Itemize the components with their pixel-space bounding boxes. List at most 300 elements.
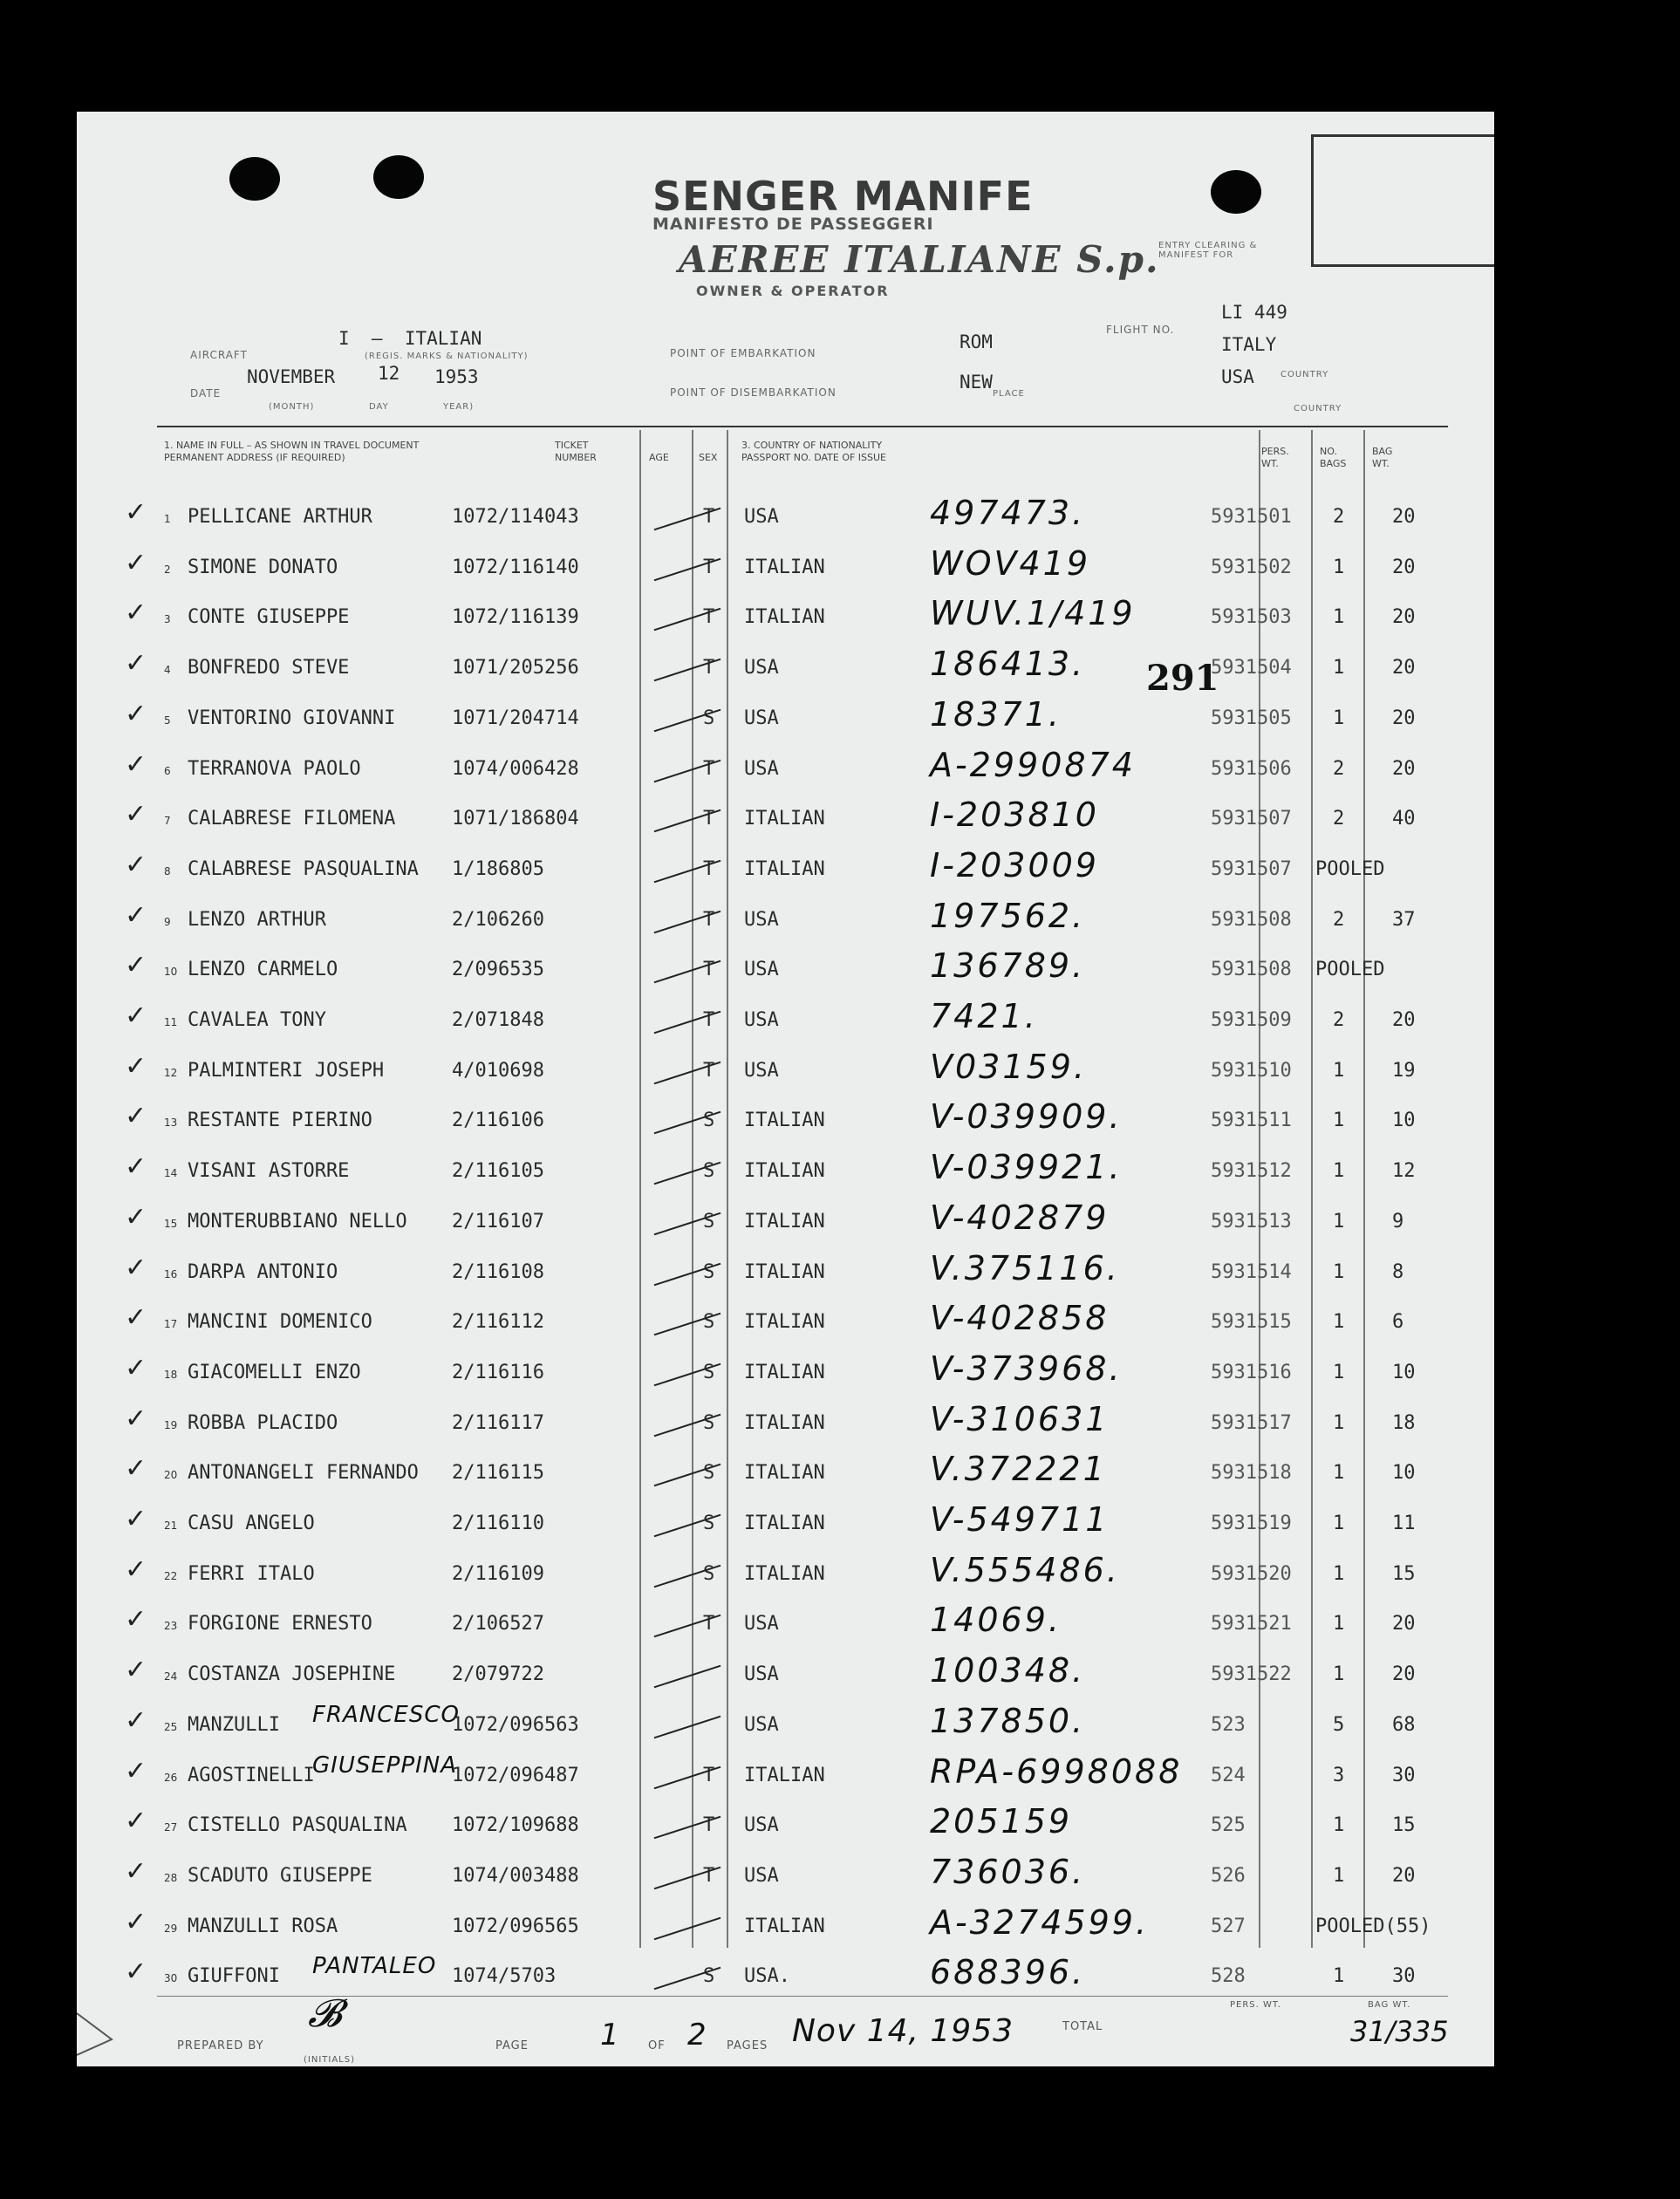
nationality: ITALIAN — [744, 1915, 825, 1937]
ticket-number: 1071/205256 — [452, 657, 579, 680]
baggage-tag: 5931505 — [1211, 707, 1292, 729]
ticket-number: 2/116107 — [452, 1210, 544, 1233]
ticket-number: 1074/006428 — [452, 757, 579, 780]
nationality: USA — [744, 1059, 779, 1082]
row-number: 3 — [164, 613, 171, 626]
bag-count: 1 — [1333, 1260, 1345, 1283]
col-pers-wt-header — [1261, 446, 1289, 470]
bag-count: 1 — [1333, 1613, 1345, 1636]
col-address-label: PERMANENT ADDRESS (IF REQUIRED) — [164, 452, 345, 463]
punch-hole — [373, 155, 424, 199]
row-number: 17 — [164, 1318, 178, 1331]
nationality: USA — [744, 1663, 779, 1686]
ticket-number: 2/116110 — [452, 1513, 544, 1534]
row-number: 29 — [164, 1922, 178, 1935]
bag-count: 1 — [1333, 1110, 1345, 1132]
passport-number: 14069. — [930, 1601, 1062, 1640]
passport-number: 197562. — [930, 896, 1086, 935]
table-row — [77, 694, 1494, 742]
passport-number: 736036. — [930, 1852, 1086, 1891]
checkmark-icon: ✓ — [125, 1151, 147, 1183]
nationality: USA — [744, 959, 779, 981]
col-pers-wt-label: WT. — [1261, 458, 1279, 469]
date-caption-day: DAY — [369, 402, 389, 412]
row-number: 23 — [164, 1620, 178, 1633]
checkmark-icon: ✓ — [125, 1504, 147, 1534]
baggage-tag: 5931515 — [1211, 1311, 1292, 1334]
passport-number: 136789. — [930, 946, 1086, 986]
table-row — [77, 997, 1494, 1044]
ticket-number: 1074/5703 — [452, 1965, 557, 1988]
nationality: USA — [744, 657, 779, 680]
ticket-number: 2/096535 — [452, 959, 544, 981]
row-number: 24 — [164, 1670, 178, 1683]
passenger-name: GIUFFONI — [188, 1965, 280, 1988]
row-number: 4 — [164, 664, 171, 677]
bag-weight: 11 — [1392, 1513, 1416, 1534]
bag-count: 1 — [1333, 1462, 1345, 1485]
sex-code: S — [703, 1160, 715, 1183]
corner-mark-icon — [77, 2004, 129, 2057]
bag-weight: 19 — [1392, 1059, 1416, 1082]
stamp-number: 291 — [1146, 658, 1219, 699]
baggage-tag: 5931520 — [1211, 1562, 1292, 1585]
sex-code: S — [703, 1562, 715, 1585]
bag-count: POOLED(55) — [1315, 1915, 1431, 1937]
table-row — [77, 645, 1494, 692]
baggage-tag: 5931521 — [1211, 1613, 1292, 1636]
bag-weight: 20 — [1392, 1864, 1416, 1887]
baggage-tag: 5931503 — [1211, 606, 1292, 629]
baggage-tag: 528 — [1211, 1965, 1246, 1988]
table-row — [77, 1450, 1494, 1497]
ticket-number: 1072/116139 — [452, 606, 579, 629]
col-sex-header: SEX — [699, 452, 718, 463]
punch-hole — [229, 157, 280, 201]
bag-weight: 8 — [1392, 1260, 1404, 1283]
row-number: 8 — [164, 864, 171, 878]
nationality: USA — [744, 908, 779, 931]
baggage-tag: 5931519 — [1211, 1513, 1292, 1534]
bag-count: 1 — [1333, 1059, 1345, 1082]
tally-mark — [654, 1665, 721, 1689]
nationality: USA — [744, 1613, 779, 1636]
baggage-tag: 5931510 — [1211, 1059, 1292, 1082]
table-row — [77, 1148, 1494, 1195]
manifest-sheet — [77, 112, 1494, 2066]
bag-count: 1 — [1333, 1411, 1345, 1434]
baggage-tag: 5931508 — [1211, 959, 1292, 981]
ticket-number: 1072/096565 — [452, 1915, 579, 1937]
nationality: ITALIAN — [744, 857, 825, 880]
baggage-tag: 5931504 — [1211, 657, 1292, 680]
passenger-name: MANZULLI ROSA — [188, 1915, 338, 1937]
nationality: ITALIAN — [744, 1311, 825, 1334]
col-name-label: 1. NAME IN FULL – AS SHOWN IN TRAVEL DOCUMENT — [164, 440, 420, 451]
passenger-name: TERRANOVA PAOLO — [188, 757, 361, 780]
embark-label: POINT OF EMBARKATION — [670, 347, 816, 359]
sex-code: T — [703, 506, 715, 528]
passenger-name: COSTANZA JOSEPHINE — [188, 1663, 396, 1686]
bag-weight: 20 — [1392, 1009, 1416, 1031]
total-value: 31/335 — [1350, 2015, 1449, 2048]
sex-code: S — [703, 1210, 715, 1233]
checkmark-icon: ✓ — [125, 497, 147, 528]
row-number: 21 — [164, 1519, 178, 1532]
bag-count: 5 — [1333, 1713, 1345, 1736]
passport-number: 497473. — [930, 494, 1086, 532]
sex-code: T — [703, 556, 715, 578]
passport-number: V.555486. — [930, 1550, 1120, 1589]
aircraft-value: I – ITALIAN — [338, 328, 482, 349]
bag-wt-total-label: BAG WT. — [1368, 2000, 1411, 2010]
ticket-number: 1074/003488 — [452, 1864, 579, 1887]
bag-count: 2 — [1333, 808, 1345, 830]
table-row — [77, 543, 1494, 591]
row-number: 15 — [164, 1217, 178, 1230]
checkmark-icon: ✓ — [125, 598, 147, 629]
flight-value: LI 449 — [1221, 302, 1287, 323]
table-row — [77, 1299, 1494, 1346]
passport-number: V-039909. — [930, 1097, 1123, 1137]
bag-count: 1 — [1333, 1663, 1345, 1686]
baggage-tag: 525 — [1211, 1814, 1246, 1837]
prepared-by-caption: (INITIALS) — [304, 2055, 355, 2065]
checkmark-icon: ✓ — [125, 1655, 147, 1686]
ticket-number: 2/106527 — [452, 1613, 544, 1636]
bag-count: 1 — [1333, 657, 1345, 680]
checkmark-icon: ✓ — [125, 748, 147, 780]
row-number: 11 — [164, 1016, 178, 1028]
passport-number: V03159. — [930, 1047, 1087, 1086]
ticket-number: 1072/109688 — [452, 1814, 579, 1837]
passport-number: V-402879 — [930, 1198, 1110, 1237]
table-row — [77, 1852, 1494, 1900]
ticket-number: 2/116115 — [452, 1462, 544, 1485]
country1-value: ITALY — [1221, 334, 1277, 355]
ticket-number: 2/106260 — [452, 908, 544, 931]
ticket-number: 1072/096487 — [452, 1764, 579, 1786]
passenger-name: GIACOMELLI ENZO — [188, 1361, 361, 1383]
nationality: ITALIAN — [744, 1764, 825, 1786]
col-nationality-label: 3. COUNTRY OF NATIONALITY — [741, 440, 883, 451]
baggage-tag: 526 — [1211, 1864, 1246, 1887]
baggage-tag: 5931509 — [1211, 1009, 1292, 1031]
nationality: ITALIAN — [744, 1110, 825, 1132]
nationality: ITALIAN — [744, 1513, 825, 1534]
row-number: 9 — [164, 915, 171, 928]
pers-wt-total-label: PERS. WT. — [1230, 2000, 1281, 2010]
table-row — [77, 1752, 1494, 1799]
passenger-name: ROBBA PLACIDO — [188, 1411, 338, 1434]
bag-weight: 20 — [1392, 707, 1416, 729]
date-year: 1953 — [434, 366, 479, 387]
page-subtitle: MANIFESTO DE PASSEGGERI — [652, 215, 934, 234]
passport-number: 186413. — [930, 645, 1086, 684]
bag-weight: 40 — [1392, 808, 1416, 830]
row-number: 22 — [164, 1569, 178, 1582]
ticket-number: 2/116108 — [452, 1260, 544, 1283]
baggage-tag: 5931514 — [1211, 1260, 1292, 1283]
ticket-number: 1071/204714 — [452, 707, 579, 729]
passenger-name: PELLICANE ARTHUR — [188, 506, 372, 528]
header-rule — [157, 426, 1448, 427]
checkmark-icon: ✓ — [125, 1000, 147, 1031]
passport-number: V.372221 — [930, 1450, 1107, 1489]
baggage-tag: 5931502 — [1211, 556, 1292, 578]
sex-code: S — [703, 1361, 715, 1383]
passenger-name: CALABRESE PASQUALINA — [188, 857, 419, 880]
checkmark-icon: ✓ — [125, 1252, 147, 1283]
date-caption-month: (MONTH) — [269, 402, 315, 412]
passenger-name: FORGIONE ERNESTO — [188, 1613, 372, 1636]
col-bag-label: BAG — [1372, 446, 1393, 457]
bag-weight: 68 — [1392, 1713, 1416, 1736]
table-row — [77, 946, 1494, 994]
sex-code: S — [703, 1965, 715, 1988]
baggage-tag: 5931501 — [1211, 506, 1292, 528]
total-pages: 2 — [687, 2018, 709, 2052]
row-number: 5 — [164, 714, 171, 727]
bag-count: 2 — [1333, 1009, 1345, 1031]
passport-number: WOV419 — [930, 543, 1091, 583]
tally-mark — [654, 1916, 721, 1940]
sex-code: T — [703, 1059, 715, 1082]
bag-weight: 20 — [1392, 757, 1416, 780]
ticket-number: 1072/116140 — [452, 556, 579, 578]
passport-number: 18371. — [930, 694, 1062, 734]
nationality: ITALIAN — [744, 1361, 825, 1383]
sex-code: T — [703, 1814, 715, 1837]
row-number: 25 — [164, 1720, 178, 1733]
nationality: USA — [744, 1713, 779, 1736]
checkmark-icon: ✓ — [125, 1906, 147, 1937]
ticket-number: 2/116117 — [452, 1411, 544, 1434]
bag-count: POOLED — [1315, 857, 1385, 880]
bag-count: POOLED — [1315, 959, 1385, 981]
passenger-name: MANCINI DOMENICO — [188, 1311, 372, 1334]
sex-code: T — [703, 1764, 715, 1786]
passport-number: V-402858 — [930, 1299, 1110, 1338]
passport-number: A-3274599. — [930, 1902, 1150, 1942]
checkmark-icon: ✓ — [125, 950, 147, 981]
col-ticket-number-label: NUMBER — [555, 452, 597, 463]
passenger-name: MANZULLI — [188, 1713, 280, 1736]
tally-mark — [654, 1715, 721, 1738]
corner-stamp-box — [1311, 134, 1494, 267]
checkmark-icon: ✓ — [125, 1957, 147, 1988]
col-bag-wt-label: WT. — [1372, 458, 1390, 469]
baggage-tag: 5931511 — [1211, 1110, 1292, 1132]
baggage-tag: 5931513 — [1211, 1210, 1292, 1233]
ticket-number: 1071/186804 — [452, 808, 579, 830]
checkmark-icon: ✓ — [125, 698, 147, 729]
passport-number: V.375116. — [930, 1248, 1120, 1287]
row-number: 16 — [164, 1267, 178, 1280]
passenger-name: CALABRESE FILOMENA — [188, 808, 396, 830]
table-row — [77, 1399, 1494, 1447]
bag-count: 1 — [1333, 1160, 1345, 1183]
total-label: TOTAL — [1062, 2020, 1103, 2033]
table-row — [77, 1701, 1494, 1749]
checkmark-icon: ✓ — [125, 547, 147, 578]
row-number: 26 — [164, 1771, 178, 1784]
page-title: SENGER MANIFE — [652, 173, 1034, 220]
col-bags-header — [1320, 446, 1346, 470]
passenger-name: LENZO CARMELO — [188, 959, 338, 981]
bag-weight: 10 — [1392, 1110, 1416, 1132]
sex-code: S — [703, 1260, 715, 1283]
row-number: 10 — [164, 966, 178, 979]
baggage-tag: 5931507 — [1211, 808, 1292, 830]
passport-number: 137850. — [930, 1701, 1086, 1740]
aircraft-label: AIRCRAFT — [190, 349, 248, 361]
nationality: ITALIAN — [744, 808, 825, 830]
sex-code: S — [703, 1311, 715, 1334]
passport-number: I-203810 — [930, 796, 1099, 835]
passport-number: RPA-6998088 — [930, 1752, 1183, 1791]
sex-code: T — [703, 757, 715, 780]
date-caption-year: YEAR) — [443, 402, 475, 412]
bag-weight: 15 — [1392, 1814, 1416, 1837]
ticket-number: 2/116105 — [452, 1160, 544, 1183]
table-row — [77, 1198, 1494, 1246]
sex-code: T — [703, 1864, 715, 1887]
passport-number: 688396. — [930, 1953, 1086, 1992]
row-number: 27 — [164, 1821, 178, 1834]
col-pers-label: PERS. — [1261, 446, 1289, 457]
date-day: 12 — [378, 363, 400, 384]
bag-weight: 37 — [1392, 908, 1416, 931]
passport-number: 7421. — [930, 997, 1038, 1035]
passenger-name: BONFREDO STEVE — [188, 657, 350, 680]
bag-count: 1 — [1333, 1311, 1345, 1334]
table-row — [77, 845, 1494, 893]
col-passport-label: PASSPORT NO. DATE OF ISSUE — [741, 452, 887, 463]
corner-note: ENTRY CLEARING & MANIFEST FOR — [1158, 241, 1258, 260]
bag-count: 1 — [1333, 1210, 1345, 1233]
row-number: 13 — [164, 1117, 178, 1130]
table-row — [77, 896, 1494, 944]
passenger-name: DARPA ANTONIO — [188, 1260, 338, 1283]
bag-weight: 20 — [1392, 606, 1416, 629]
handwritten-date: Nov 14, 1953 — [792, 2013, 1014, 2049]
country-label: COUNTRY — [1280, 370, 1329, 379]
bag-weight: 9 — [1392, 1210, 1404, 1233]
table-row — [77, 745, 1494, 793]
passenger-name: ANTONANGELI FERNANDO — [188, 1462, 419, 1485]
disembark-label: POINT OF DISEMBARKATION — [670, 386, 837, 399]
bag-weight: 15 — [1392, 1562, 1416, 1585]
passenger-name: CAVALEA TONY — [188, 1009, 326, 1031]
sex-code: S — [703, 707, 715, 729]
bag-weight: 20 — [1392, 506, 1416, 528]
bag-weight: 20 — [1392, 1613, 1416, 1636]
checkmark-icon: ✓ — [125, 899, 147, 931]
ticket-number: 1/186805 — [452, 857, 544, 880]
bag-weight: 30 — [1392, 1764, 1416, 1786]
row-number: 19 — [164, 1418, 178, 1431]
checkmark-icon: ✓ — [125, 648, 147, 680]
sex-code: T — [703, 1009, 715, 1031]
bag-count: 1 — [1333, 1965, 1345, 1988]
bag-weight: 30 — [1392, 1965, 1416, 1988]
row-number: 18 — [164, 1368, 178, 1381]
airline-name: AEREE ITALIANE S.p. — [679, 238, 1160, 281]
baggage-tag: 5931522 — [1211, 1663, 1292, 1686]
checkmark-icon: ✓ — [125, 1201, 147, 1233]
baggage-tag: 5931512 — [1211, 1160, 1292, 1183]
bag-count: 3 — [1333, 1764, 1345, 1786]
bag-weight: 20 — [1392, 556, 1416, 578]
col-bag-wt-header — [1372, 446, 1392, 470]
handwritten-first-name: PANTALEO — [312, 1953, 437, 1980]
nationality: ITALIAN — [744, 606, 825, 629]
bag-count: 1 — [1333, 1562, 1345, 1585]
nationality: USA — [744, 1009, 779, 1031]
checkmark-icon: ✓ — [125, 1352, 147, 1383]
passenger-name: FERRI ITALO — [188, 1562, 315, 1585]
owner-label: OWNER & OPERATOR — [696, 283, 890, 299]
sex-code: S — [703, 1110, 715, 1132]
table-row — [77, 1651, 1494, 1698]
passenger-name: CONTE GIUSEPPE — [188, 606, 350, 629]
disembark-value: NEW — [960, 372, 993, 393]
bag-count: 1 — [1333, 1864, 1345, 1887]
ticket-number: 2/116109 — [452, 1562, 544, 1585]
col-name-header — [164, 440, 419, 464]
bag-weight: 10 — [1392, 1361, 1416, 1383]
checkmark-icon: ✓ — [125, 1604, 147, 1636]
sex-code: T — [703, 606, 715, 629]
table-row — [77, 1802, 1494, 1849]
bag-count: 2 — [1333, 908, 1345, 931]
col-age-header: AGE — [649, 452, 669, 463]
passenger-name: MONTERUBBIANO NELLO — [188, 1210, 407, 1233]
table-row — [77, 1902, 1494, 1950]
ticket-number: 2/071848 — [452, 1009, 544, 1031]
checkmark-icon: ✓ — [125, 1554, 147, 1585]
checkmark-icon: ✓ — [125, 1302, 147, 1334]
handwritten-first-name: FRANCESCO — [312, 1701, 460, 1728]
row-number: 2 — [164, 563, 171, 576]
bag-weight: 6 — [1392, 1311, 1404, 1334]
checkmark-icon: ✓ — [125, 1101, 147, 1132]
sex-code: T — [703, 857, 715, 880]
bag-count: 1 — [1333, 556, 1345, 578]
country2-value: USA — [1221, 366, 1254, 387]
col-bags-no-label: NO. — [1320, 446, 1337, 457]
col-bags-label: BAGS — [1320, 458, 1347, 469]
sex-code: T — [703, 959, 715, 981]
col-ticket-header — [555, 440, 597, 464]
prepared-by-label: PREPARED BY — [177, 2039, 264, 2052]
nationality: USA — [744, 757, 779, 780]
passport-number: WUV.1/419 — [930, 594, 1136, 633]
nationality: ITALIAN — [744, 1210, 825, 1233]
sex-code: T — [703, 1613, 715, 1636]
date-label: DATE — [190, 387, 222, 400]
table-row — [77, 1349, 1494, 1397]
place-label: PLACE — [993, 389, 1025, 399]
baggage-tag: 5931506 — [1211, 757, 1292, 780]
passenger-name: LENZO ARTHUR — [188, 908, 326, 931]
ticket-number: 2/079722 — [452, 1663, 544, 1686]
passport-number: I-203009 — [930, 845, 1099, 884]
punch-hole — [1211, 170, 1261, 214]
bag-weight: 12 — [1392, 1160, 1416, 1183]
row-number: 12 — [164, 1066, 178, 1079]
